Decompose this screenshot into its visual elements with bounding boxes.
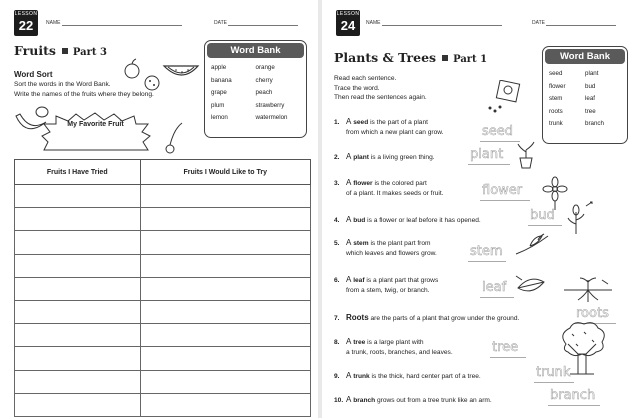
sentence-text: of a plant. It makes seeds or fruit. (346, 189, 444, 197)
word-bank-word: roots (549, 107, 563, 115)
column-header-tried: Fruits I Have Tried (15, 160, 141, 185)
article: A (346, 178, 352, 187)
trace-line (528, 225, 562, 226)
trace-line (480, 200, 530, 201)
sentence-text: is the colored part (374, 180, 427, 187)
name-field[interactable] (366, 20, 502, 26)
sentence-text: grows out from a tree trunk like an arm. (377, 397, 492, 404)
name-label: NAME (46, 20, 61, 26)
word-bank-word: grape (211, 89, 227, 96)
bud-icon (566, 200, 596, 234)
page-title (334, 50, 487, 65)
plant-pot-icon (512, 140, 540, 170)
article: A (346, 275, 352, 284)
word-bank-word: strawberry (255, 101, 285, 109)
sentence-text: is the part of a plant (370, 119, 428, 126)
item-number: 5. (334, 240, 340, 247)
instruction-line: Trace the word. (334, 84, 380, 92)
instruction-line: Sort the words in the Word Bank. (14, 81, 111, 88)
sentence-text: is a flower or leaf before it has opened. (367, 217, 481, 224)
word-bank-word: orange (255, 64, 275, 71)
item-number: 2. (334, 154, 340, 161)
word-bank-word: plant (585, 70, 599, 77)
article: A (346, 337, 352, 346)
activity-heading: Word Sort (14, 70, 53, 79)
word-bank-word: lemon (211, 114, 228, 121)
word-bank-word: tree (585, 107, 596, 115)
trace-line (490, 357, 526, 358)
sentence-item-3 (334, 178, 444, 198)
trace-word[interactable]: plant (470, 147, 504, 162)
name-line[interactable] (382, 20, 502, 26)
roots-icon (562, 276, 614, 304)
word-bank-column-1 (549, 68, 585, 131)
trace-word[interactable]: flower (482, 183, 523, 198)
trace-word[interactable]: trunk (536, 365, 571, 380)
word-bank-word: trunk (549, 120, 563, 127)
word-bank (542, 46, 628, 144)
vocab-word: Roots (346, 313, 369, 322)
instruction-line: Write the names of the fruits where they belong. (14, 90, 154, 98)
sentence-item-7 (334, 313, 519, 324)
word-bank-word: apple (211, 64, 227, 71)
instructions (334, 74, 427, 103)
sentence-item-9 (334, 371, 481, 382)
part-label: Part 3 (72, 47, 107, 58)
vocab-word: bud (353, 217, 366, 224)
word-bank-word: stem (549, 95, 563, 102)
name-label: NAME (366, 20, 381, 26)
trace-line (468, 261, 506, 262)
title-text: Fruits (14, 43, 56, 58)
trace-word[interactable]: tree (492, 340, 519, 355)
article: A (346, 215, 352, 224)
trace-line (548, 405, 600, 406)
trace-word[interactable]: bud (530, 208, 555, 223)
word-bank-title: Word Bank (207, 43, 304, 58)
lesson-label: LESSON (14, 11, 38, 17)
vocab-word: seed (353, 119, 369, 126)
item-number: 6. (334, 277, 340, 284)
vocab-word: plant (353, 154, 369, 161)
bubble-label: My Favorite Fruit (67, 121, 124, 128)
sentence-item-5 (334, 238, 437, 258)
sentence-text: is a large plant with (367, 339, 424, 346)
word-bank-word: banana (211, 76, 232, 84)
sentence-item-2 (334, 152, 435, 163)
vocab-word: trunk (353, 373, 370, 380)
lesson-badge (336, 10, 360, 36)
sentence-item-8 (334, 337, 453, 357)
vocab-word: branch (353, 397, 376, 404)
word-bank-word: flower (549, 82, 566, 90)
article: A (346, 371, 352, 380)
vocab-word: flower (353, 180, 373, 187)
trace-word[interactable]: seed (482, 124, 514, 139)
date-label: DATE (214, 20, 227, 26)
article: A (346, 152, 352, 161)
trace-line (534, 382, 574, 383)
date-field[interactable] (532, 20, 616, 26)
stem-icon (514, 232, 554, 256)
word-bank-word: watermelon (255, 114, 288, 121)
trace-line (468, 164, 510, 165)
sentence-item-10 (334, 395, 492, 406)
word-bank-word: leaf (585, 95, 595, 102)
item-number: 1. (334, 119, 340, 126)
sentence-text: are the parts of a plant that grow under the ground. (370, 315, 520, 322)
seed-packet-icon (484, 80, 524, 116)
vocab-word: stem (353, 240, 369, 247)
trace-word[interactable]: stem (470, 244, 503, 259)
trace-word[interactable]: roots (576, 306, 609, 321)
sentence-text: from which a new plant can grow. (346, 128, 444, 136)
item-number: 8. (334, 339, 340, 346)
instruction-line: Then read the sentences again. (334, 94, 427, 101)
trace-line (480, 297, 514, 298)
item-number: 7. (334, 315, 340, 322)
trace-word[interactable]: branch (550, 388, 596, 403)
word-bank-column-2 (585, 68, 621, 131)
square-bullet-icon (442, 55, 448, 61)
article: A (346, 238, 352, 247)
word-bank-word: bud (585, 82, 596, 90)
sentence-item-4 (334, 215, 481, 226)
sentence-text: is the plant part from (370, 240, 431, 247)
instruction-line: Read each sentence. (334, 75, 397, 82)
sentence-text: is a living green thing. (370, 154, 435, 161)
item-number: 3. (334, 180, 340, 187)
date-label: DATE (532, 20, 545, 26)
sentence-item-1 (334, 117, 444, 137)
item-number: 10. (334, 397, 344, 404)
vocab-word: leaf (353, 277, 365, 284)
date-line[interactable] (546, 20, 616, 26)
sentence-item-6 (334, 275, 438, 295)
title-text: Plants & Trees (334, 50, 437, 65)
word-bank-word: peach (255, 89, 273, 96)
word-bank-word: branch (585, 120, 604, 127)
word-bank-word: cherry (255, 76, 273, 84)
sentence-text: is the thick, hard center part of a tree. (371, 373, 481, 380)
part-label: Part 1 (453, 54, 488, 65)
item-number: 9. (334, 373, 340, 380)
lesson-number: 22 (18, 18, 34, 33)
sentence-text: a trunk, roots, branches, and leaves. (346, 348, 453, 356)
sentence-text: from a stem, twig, or branch. (346, 286, 430, 294)
article: A (346, 117, 352, 126)
lesson-label: LESSON (336, 11, 360, 17)
article: A (346, 395, 352, 404)
sentence-text: which leaves and flowers grow. (346, 249, 437, 257)
trace-word[interactable]: leaf (482, 280, 507, 295)
word-bank-title: Word Bank (545, 49, 625, 64)
leaf-icon (514, 272, 548, 296)
lesson-number: 24 (340, 18, 356, 33)
word-bank-word: seed (549, 70, 563, 77)
word-bank-word: plum (211, 101, 225, 109)
column-header-would-try: Fruits I Would Like to Try (140, 160, 310, 185)
vocab-word: tree (353, 339, 366, 346)
item-number: 4. (334, 217, 340, 224)
sentence-text: is a plant part that grows (366, 277, 439, 284)
